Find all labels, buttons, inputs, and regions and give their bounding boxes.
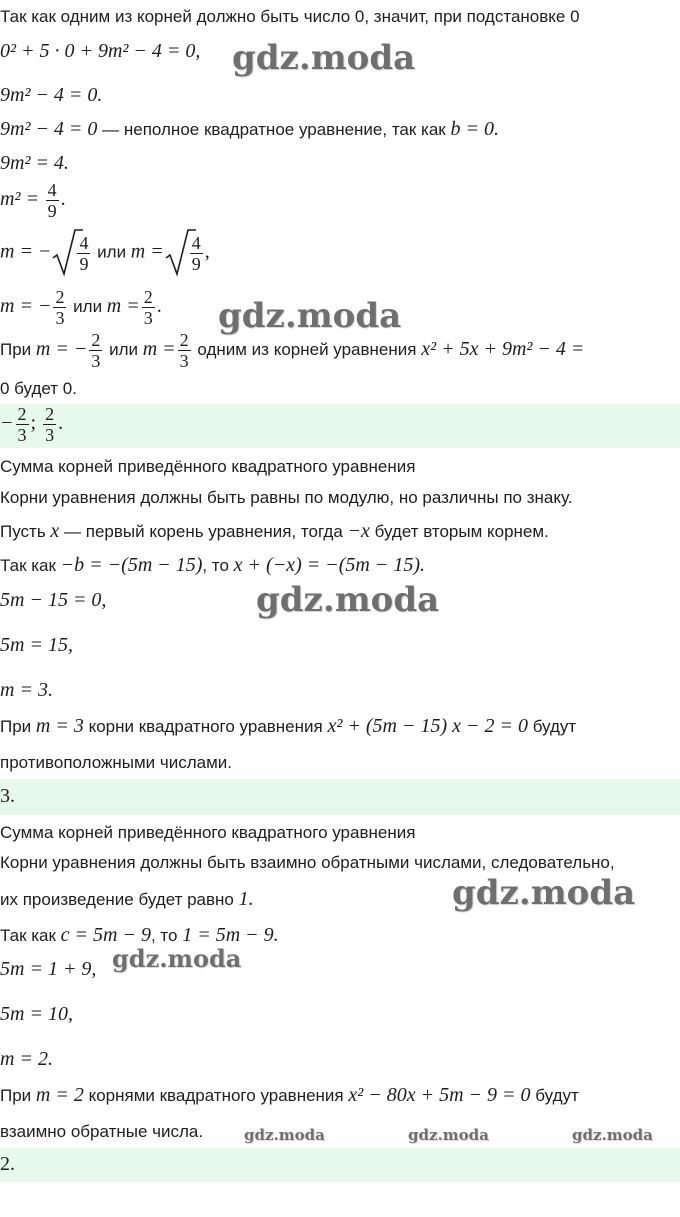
fraction: $\frac{4}{9}$ (47, 180, 57, 221)
section-title: Сумма корней приведённого квадратного уравнения (0, 457, 416, 476)
text-line (0, 330, 584, 371)
text: При (0, 717, 36, 736)
equation: x² + 5x + 9m² − 4 = (421, 337, 585, 360)
text: — неполное квадратное уравнение, так как (97, 120, 451, 139)
fraction: $\frac{2}{3}$ (55, 287, 65, 328)
text-line (0, 118, 499, 141)
equation: x² − 80x + 5m − 9 = 0 (348, 1084, 531, 1106)
text: одним из корней уравнения (192, 339, 422, 359)
fraction: $\frac{2}{3}$ (17, 404, 27, 445)
equation-line: m² = $\frac{4}{9}$ . (0, 180, 66, 221)
equation: 9m² − 4 = 0 (0, 118, 98, 140)
watermark: gdz.moda (112, 944, 242, 973)
text-line (0, 715, 576, 738)
equation-line: 5m = 10, (0, 1003, 73, 1025)
text: или (104, 339, 143, 359)
text: , то (202, 556, 234, 575)
equation: x + (−x) = −(5m − 15). (233, 554, 425, 576)
equation: −x (347, 520, 370, 542)
equation-line: m = 3. (0, 679, 53, 701)
fraction: $\frac{4}{9}$ (191, 232, 201, 274)
equation: x² + (5m − 15) x − 2 = 0 (327, 715, 528, 737)
text: будут (530, 1086, 579, 1105)
equation: m² = (0, 187, 39, 210)
text: — первый корень уравнения, тогда (59, 522, 348, 541)
equation: x (50, 520, 60, 542)
equation-line: 9m² = 4. (0, 152, 69, 174)
text-line: Корни уравнения должны быть взаимно обратными числами, следовательно, (0, 853, 615, 872)
text: будут (527, 717, 577, 736)
equation: m = (106, 294, 140, 317)
equation: c = 5m − 9 (60, 924, 151, 946)
equation-line: 5m − 15 = 0, (0, 589, 107, 611)
equation: m = − (0, 240, 52, 263)
fraction: $\frac{2}{3}$ (143, 287, 153, 328)
fraction: $\frac{2}{3}$ (91, 330, 101, 371)
text: или (92, 242, 131, 262)
text-line (0, 1084, 579, 1107)
watermark: gdz.moda (452, 873, 636, 913)
text: будет вторым корнем. (369, 522, 549, 541)
answer-box (0, 1148, 680, 1182)
equation: b = 0. (450, 118, 499, 140)
fraction: $\frac{2}{3}$ (179, 330, 189, 371)
equation: m = − (35, 337, 88, 360)
equation-line: m = − $\frac{4}{9}$ или m = $\frac{4}{9}$ , (0, 228, 210, 278)
text: корнями квадратного уравнения (83, 1086, 349, 1105)
equation-line: m = 2. (0, 1048, 53, 1070)
equation: m = 2 (35, 1084, 84, 1106)
answer-value: 2. (0, 1153, 15, 1175)
text: При (0, 1086, 36, 1105)
fraction: $\frac{4}{9}$ (79, 232, 89, 274)
text-line: Так как одним из корней должно быть число 0, значит, при подстановке 0 (0, 7, 580, 26)
text-line: 0 будет 0. (0, 379, 77, 398)
text: При (0, 339, 36, 359)
equation-line: 9m² − 4 = 0. (0, 84, 103, 106)
text: или (68, 296, 107, 316)
watermark: gdz.moda (244, 1126, 325, 1144)
equation: m = − (0, 294, 52, 317)
equation-line: m = − $\frac{2}{3}$ или m = $\frac{2}{3}$ . (0, 287, 162, 328)
equation: −b = −(5m − 15) (60, 554, 203, 576)
equation: 1. (238, 888, 254, 910)
text-line (0, 554, 425, 577)
equation-line: 0² + 5 · 0 + 9m² − 4 = 0, (0, 40, 201, 62)
text: корни квадратного уравнения (83, 717, 328, 736)
equation: m = 3 (35, 715, 84, 737)
equation: 1 = 5m − 9. (182, 924, 279, 946)
text-line: взаимно обратные числа. (0, 1122, 204, 1141)
watermark: gdz.moda (408, 1126, 489, 1144)
answer-box: − $\frac{2}{3}$ ; $\frac{2}{3}$ . (0, 404, 680, 448)
watermark: gdz.moda (572, 1126, 653, 1144)
text-line: противоположными числами. (0, 753, 232, 772)
answer-value: 3. (0, 785, 15, 807)
watermark: gdz.moda (232, 38, 416, 78)
answer-box (0, 779, 680, 815)
equation: m = (142, 337, 176, 360)
fraction: $\frac{2}{3}$ (45, 404, 55, 445)
text: Пусть (0, 522, 51, 541)
equation-line: 5m = 15, (0, 634, 73, 656)
text: Так как (0, 926, 61, 945)
equation-line: 5m = 1 + 9, (0, 958, 97, 980)
text: , то (150, 926, 183, 945)
text: Так как (0, 556, 61, 575)
watermark: gdz.moda (218, 296, 402, 336)
section-title: Сумма корней приведённого квадратного уравнения (0, 823, 416, 842)
text-line (0, 888, 254, 911)
equation: m = (130, 240, 164, 263)
text: их произведение будет равно (0, 890, 239, 909)
watermark: gdz.moda (256, 580, 440, 620)
text-line: Корни уравнения должны быть равны по модулю, но различны по знаку. (0, 488, 573, 507)
text-line (0, 520, 549, 543)
